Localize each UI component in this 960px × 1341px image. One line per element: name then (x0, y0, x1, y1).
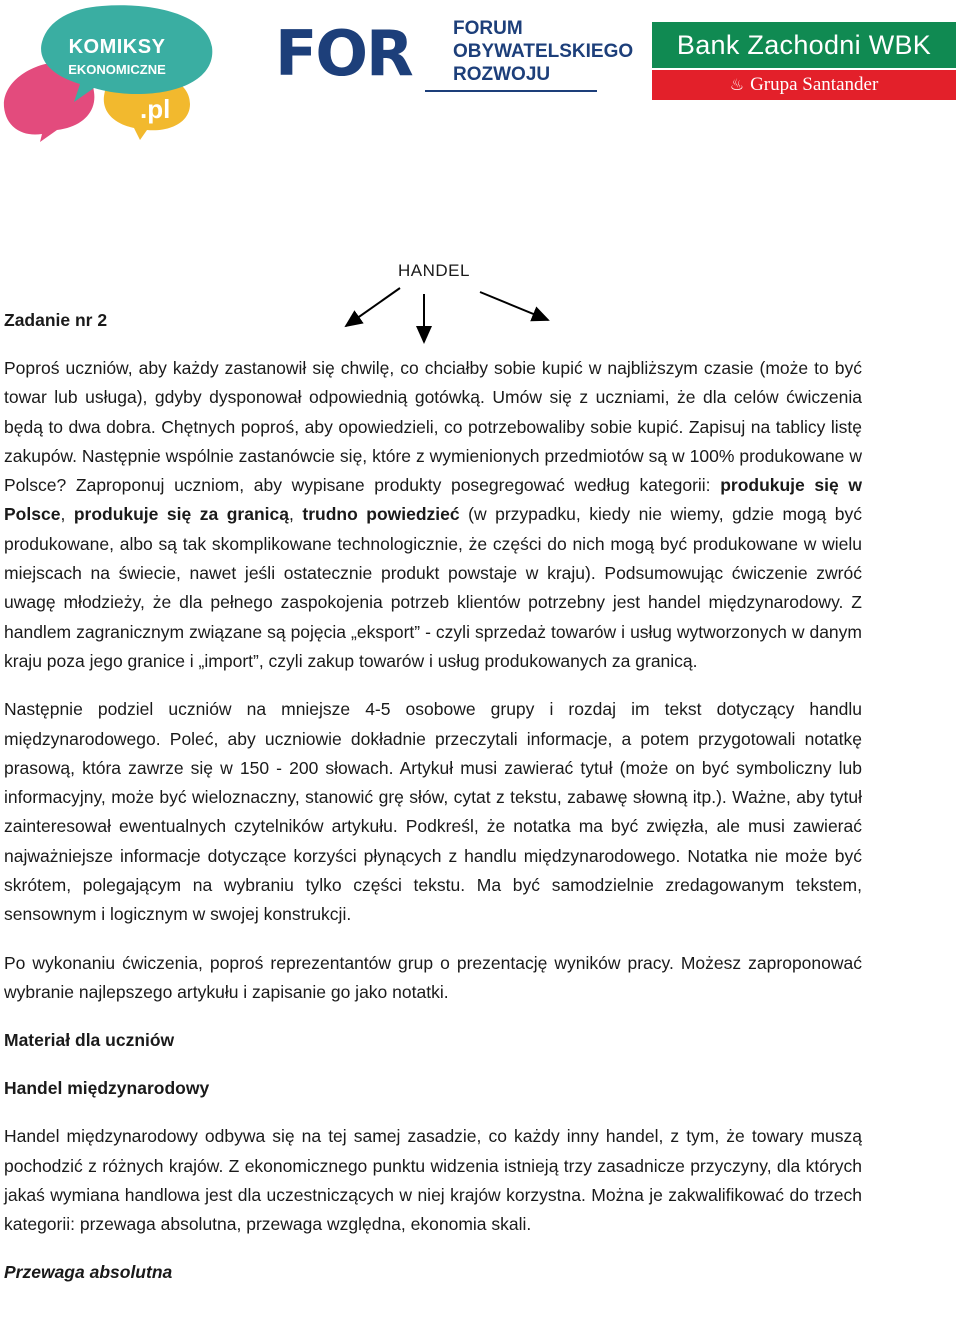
diagram-title: HANDEL (398, 261, 470, 280)
task-paragraph-3: Po wykonaniu ćwiczenia, poproś reprezentantów grup o prezentację wyników pracy. Możesz zaproponować wybranie najlepszego artykułu i zapisanie go jako notatki. (4, 952, 862, 1002)
for-line2: OBYWATELSKIEGO (453, 41, 634, 62)
komiksy-line2: EKONOMICZNE (68, 62, 166, 77)
category-poland: produkuje się w Polsce (4, 475, 862, 525)
material-paragraph-1: Handel międzynarodowy odbywa się na tej samej zasadzie, co każdy inny handel, z tym, że towary muszą pochodzić z różnych krajów. Z ekonomicznego punktu widzenia istnieją trzy zasadnicze przyczyny, dla których jakaś wymiana handlowa jest dla uczestniczących w niej krajów korzystna. Można je zakwalifikować do trzech kategorii: przewaga absolutna, przewaga względna, ekonomia skali. (4, 1126, 862, 1235)
task-p1-sep1: , (60, 504, 74, 525)
task-paragraph-2: Następnie podziel uczniów na mniejsze 4-5 osobowe grupy i rozdaj im tekst dotyczący handlu międzynarodowego. Poleć, aby uczniowie dokładnie przeczytali informacje, a potem przygotowali notatkę prasową, która zawrze się w 150 - 200 słowach. Artykuł musi zawierać tytuł (może on być symboliczny lub informacyjny, może być wieloznaczny, stanowić grę słów, cytat z tekstu, zabawę słowną itp.). Ważne, aby tytuł zainteresował ewentualnych czytelników artykułu. Podkreśl, że notatka ma być zwięzła, ale musi zawierać najważniejsze informacje dotyczące korzyści płynących z handlu międzynarodowego. Notatka nie może być skrótem, polegającym na wybraniu tylko części tekstu. Ma być samodzielnie zredagowanym tekstem, sensownym i logicznym w swojej konstrukcji. (4, 699, 862, 925)
bank-group: Grupa Santander (750, 74, 879, 95)
material-subheading: Handel międzynarodowy (4, 1078, 210, 1099)
task-p1-sep2: , (289, 504, 303, 525)
task-title: Zadanie nr 2 (4, 310, 108, 330)
for-logo (275, 17, 634, 96)
bank-zachodni-logo (652, 22, 956, 100)
task-p1-text-a: Poproś uczniów, aby każdy zastanowił się chwilę, co chciałby sobie kupić w najbliższym czasie (może to być towar lub usługa), gdyby dysponował odpowiednią gotówką. Umów się z uczniami, że dla celów ćwiczenia będą to dwa dobra. Chętnych poproś, aby opowiedzieli, co potrzebowaliby sobie kupić. Zapisuj na tablicy listę zakupów. Następnie wspólnie zastanówcie się, które z wymienionych przedmiotów są w 100% produkowane w Polsce? Zaproponuj uczniom, aby wypisane produkty posegregować według kategorii: (4, 358, 862, 496)
for-underline (425, 90, 597, 92)
category-unknown: trudno powiedzieć (302, 504, 460, 525)
task-p1-text-c: (w przypadku, kiedy nie wiemy, gdzie mogą być produkowane, albo są tak skomplikowane technologicznie, że części do nich mogą być produkowane w wielu miejscach na świecie, nawet jeśli ostatecznie produkt powstaje w kraju). Podsumowując ćwiczenie zwróć uwagę młodzieży, że dla pełnego zaspokojenia potrzeb klientów potrzebny jest handel międzynarodowy. Z handlem zagranicznym związane są pojęcia „eksport” - czyli sprzedaż towarów i usług wytworzonych w danym kraju poza jego granice i „import”, czyli zakup towarów i usług produkowanych za granicą. (4, 504, 862, 671)
for-line3: ROZWOJU (453, 64, 551, 85)
document-body (4, 305, 862, 1287)
logo-header (0, 0, 960, 150)
komiksy-ekonomiczne-logo (2, 2, 220, 142)
komiksy-suffix: .pl (140, 94, 171, 124)
bank-name: Bank Zachodni WBK (652, 22, 956, 68)
santander-flame-icon: ♨ (729, 77, 745, 94)
for-line1: FORUM (453, 18, 523, 39)
bank-group-bar (652, 70, 956, 100)
for-abbr: FOR (275, 17, 412, 90)
task-paragraph-1 (4, 354, 862, 676)
absolute-advantage-heading: Przewaga absolutna (4, 1262, 173, 1283)
komiksy-line1: KOMIKSY (68, 36, 166, 58)
category-abroad: produkuje się za granicą (73, 504, 289, 525)
material-heading: Materiał dla uczniów (4, 1030, 175, 1051)
